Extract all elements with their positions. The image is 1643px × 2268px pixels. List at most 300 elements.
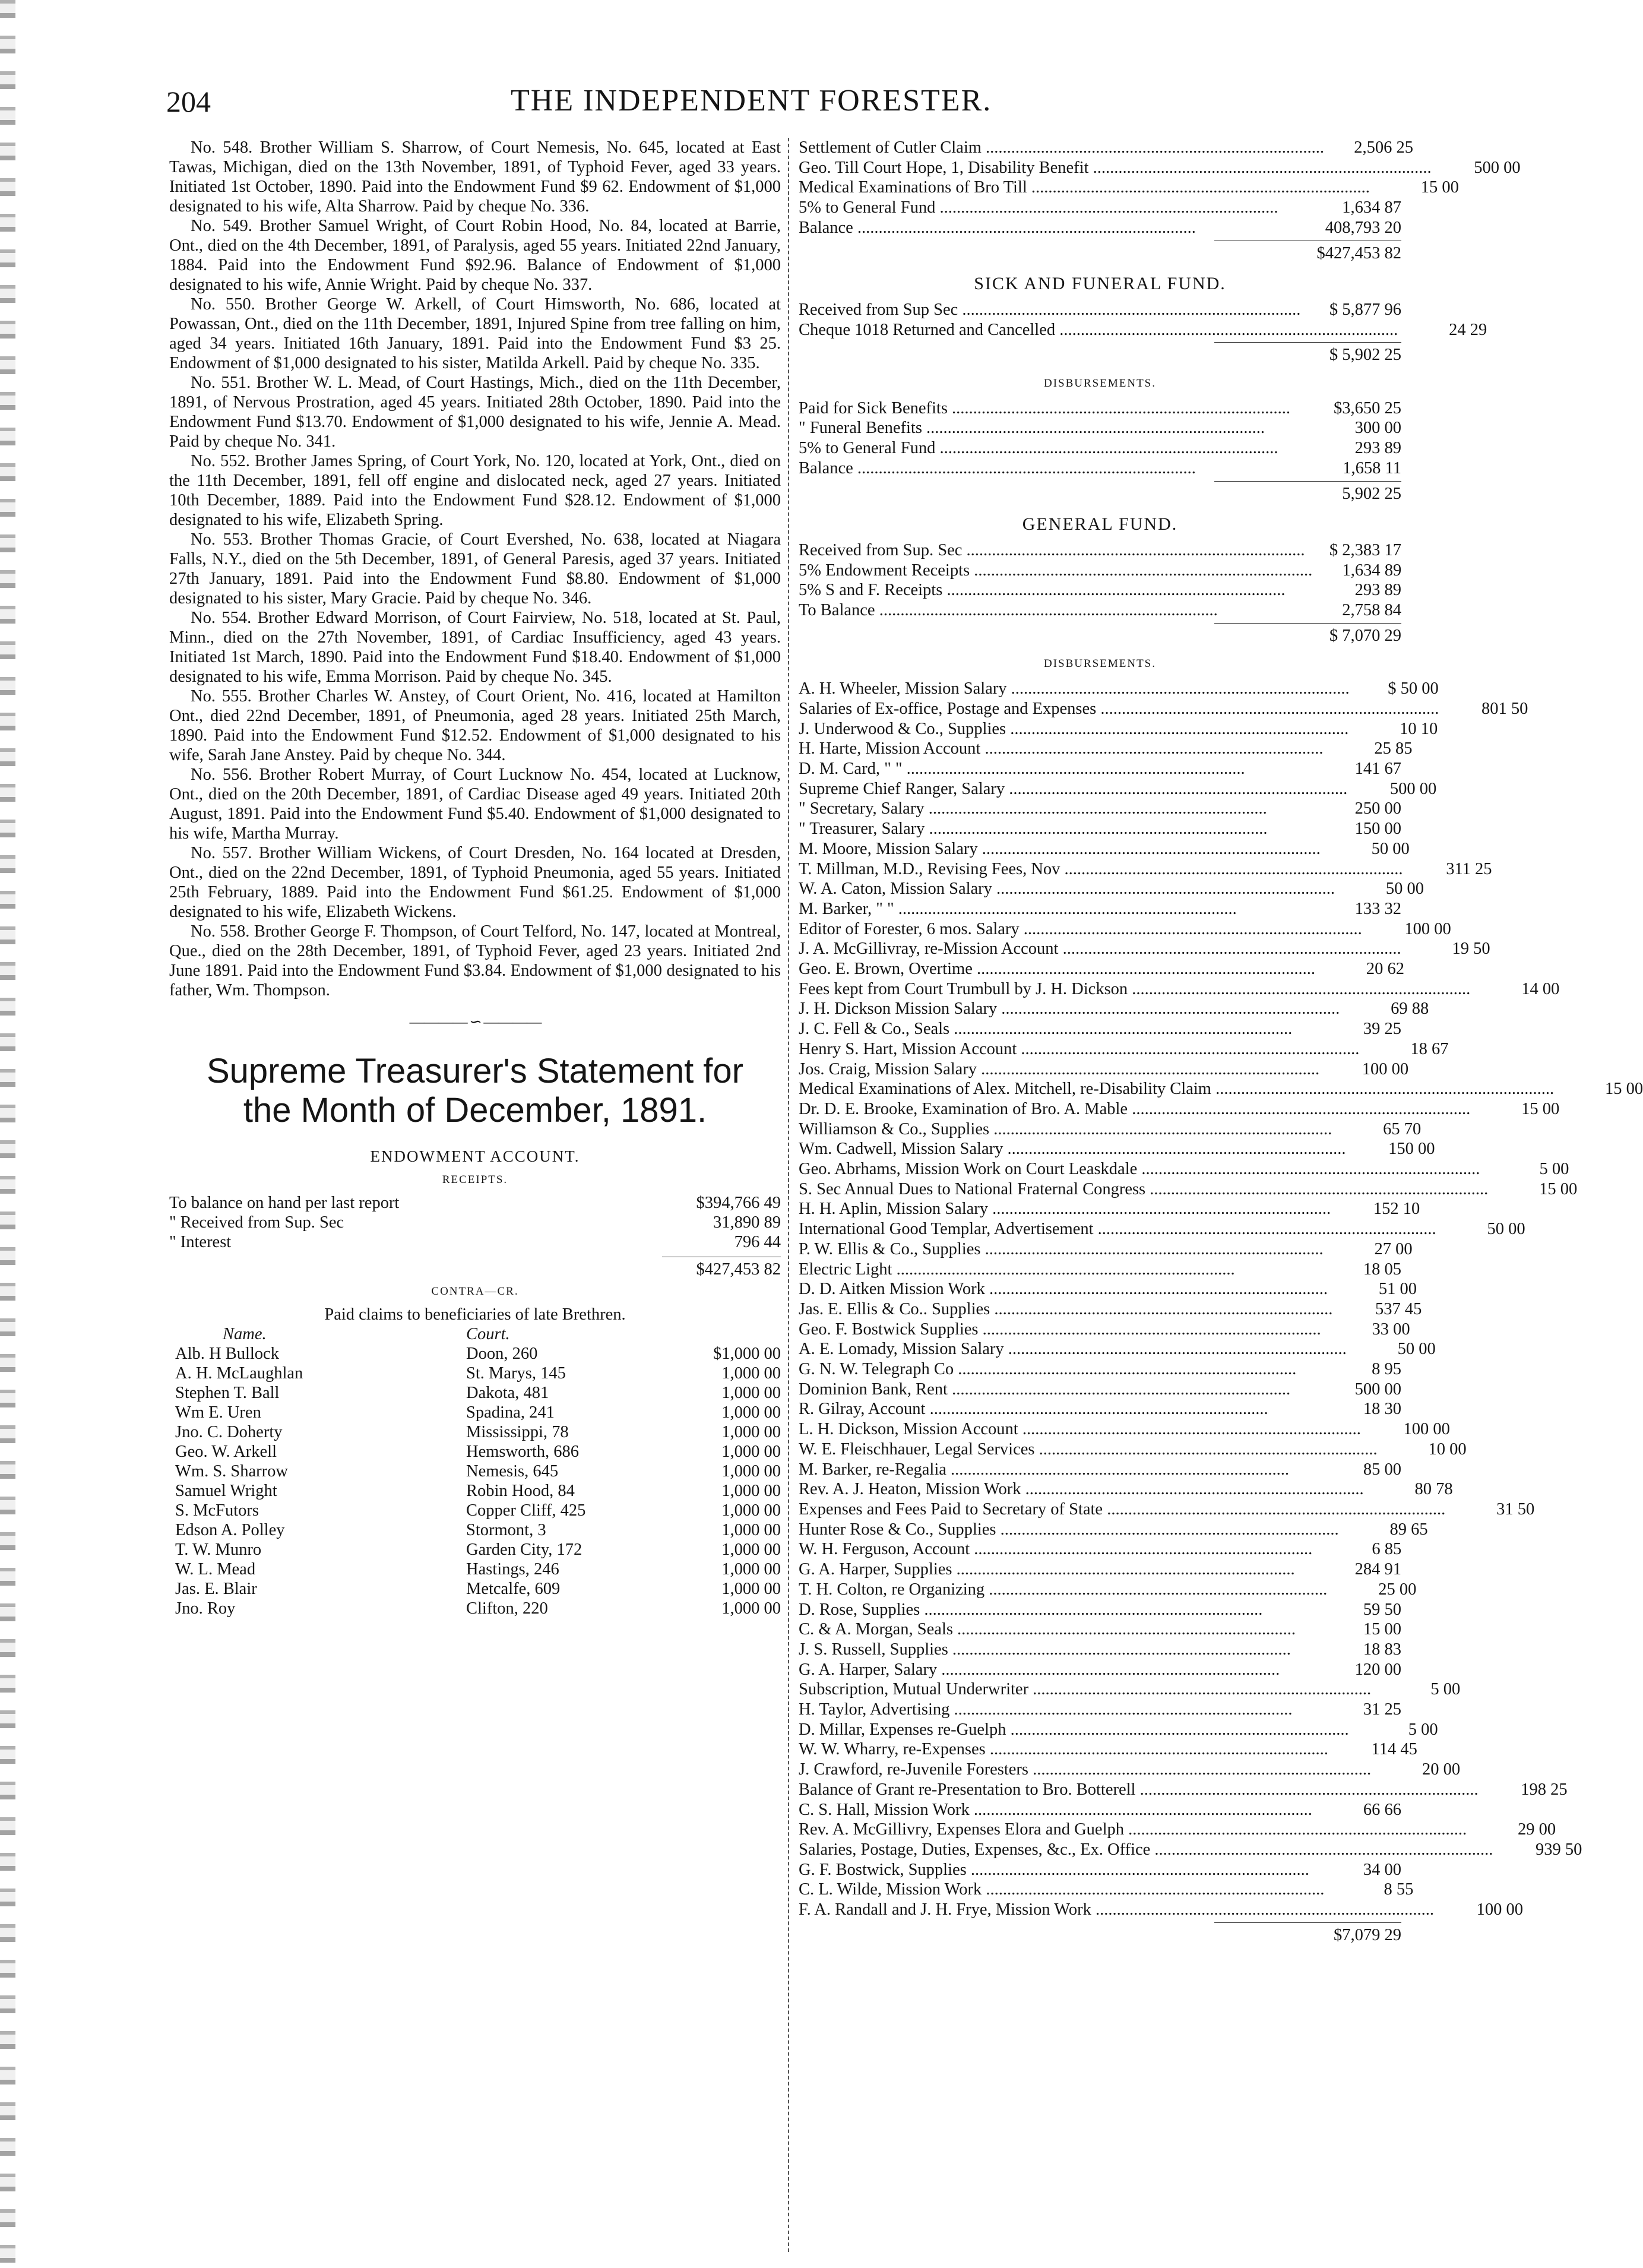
endowment-line — [799, 218, 1401, 238]
claim-row — [169, 1442, 781, 1462]
gf-disbursement-line — [799, 999, 1429, 1019]
gf-disbursement-line-label: International Good Templar, Advertisement ................................................................................ — [799, 1220, 1436, 1239]
sf-disbursement-line-label: 5% to General Fund ................................................................................ — [799, 439, 1278, 458]
gf-disbursement-line-amount: 114 45 — [1371, 1740, 1417, 1759]
gf-disbursement-line-label: H. H. Aplin, Mission Salary ................................................................................ — [799, 1200, 1331, 1219]
obituary-paragraph: No. 556. Brother Robert Murray, of Court Lucknow No. 454, located at Lucknow, Ont., died on the 20th December, 1891, of Cardiac Disease aged 49 years. Initiated 20th August, 1891. Paid into the Endowment Fund $5.40. Endowment of $1,000 designated to his wife, Martha Murray. — [169, 766, 781, 843]
sf-disbursement-line — [799, 418, 1401, 438]
gf-disbursement-line-label: Jos. Craig, Mission Salary ................................................................................ — [799, 1059, 1320, 1078]
gf-disbursement-line-amount: 20 62 — [1366, 960, 1404, 979]
gf-disbursement-line-amount: 59 50 — [1363, 1600, 1401, 1619]
claim-row — [169, 1540, 781, 1560]
claims-header — [169, 1324, 781, 1344]
gf-disbursement-line — [799, 1059, 1409, 1080]
endowment-line — [799, 178, 1459, 198]
gf-disbursement-line — [799, 719, 1438, 739]
receipt-row — [169, 1232, 781, 1252]
gf-disbursement-line-label: J. S. Russell, Supplies ................................................................................ — [799, 1640, 1291, 1659]
gf-disbursement-line-label: J. H. Dickson Mission Salary ................................................................................ — [799, 999, 1340, 1018]
gf-disbursement-line-amount: 69 88 — [1391, 999, 1429, 1018]
gf-disbursement-line — [799, 899, 1401, 919]
claim-court: Stormont, 3 — [466, 1521, 546, 1539]
gf-disbursement-line-amount: 65 70 — [1383, 1119, 1422, 1138]
gf-disbursement-line — [799, 1739, 1417, 1760]
gf-disbursement-line-label: D. Rose, Supplies ................................................................................ — [799, 1600, 1263, 1619]
sf-disbursement-line-label: Paid for Sick Benefits ................................................................................ — [799, 398, 1291, 417]
gf-disbursement-line-amount: 25 85 — [1374, 739, 1413, 758]
claim-amount: 1,000 00 — [721, 1364, 781, 1383]
gf-disbursement-line-label: Geo. E. Brown, Overtime ................................................................................ — [799, 960, 1315, 979]
gf-disbursement-line — [799, 879, 1424, 899]
claim-amount: 1,000 00 — [721, 1560, 781, 1579]
gf-disbursement-line-label: J. Crawford, re-Juvenile Foresters ................................................................................ — [799, 1760, 1372, 1779]
gf-disbursement-line-label: Supreme Chief Ranger, Salary ................................................................................ — [799, 779, 1348, 798]
claim-court: Doon, 260 — [466, 1345, 538, 1363]
gf-disbursement-line — [799, 939, 1490, 959]
gf-disbursement-line — [799, 779, 1437, 799]
obituary-paragraph: No. 553. Brother Thomas Gracie, of Court Evershed, No. 638, located at Niagara Falls, N.Y., died on the 5th December, 1891, of General Paresis, aged 37 years. Initiated 27th January, 1891. Paid into the Endowment Fund $8.80. Endowment of $1,000 designated to his sister, Mary Gracie. Paid by cheque No. 346. — [169, 530, 781, 608]
gf-disbursement-line-amount: 100 00 — [1403, 1420, 1450, 1439]
gf-disbursement-line — [799, 1019, 1401, 1039]
gf-disbursement-line-label: G. A. Harper, Supplies ................................................................................ — [799, 1560, 1295, 1579]
gf-disbursement-line — [799, 1679, 1461, 1700]
gf-disbursement-line-label: W. W. Wharry, re-Expenses ................................................................................ — [799, 1740, 1328, 1759]
gf-disbursement-line-amount: 34 00 — [1363, 1860, 1401, 1879]
gf-disbursement-line-label: Geo. Abrhams, Mission Work on Court Leaskdale ................................................................................ — [799, 1160, 1480, 1179]
gf-disbursement-line-label: W. E. Fleischhauer, Legal Services ................................................................................ — [799, 1440, 1378, 1459]
gf-disbursement-line — [799, 1299, 1422, 1320]
gf-disbursement-line — [799, 1079, 1643, 1099]
gf-disbursement-line — [799, 759, 1401, 779]
gf-disbursement-line — [799, 1119, 1422, 1140]
claim-name: W. L. Mead — [175, 1560, 256, 1579]
gf-disbursement-line-label: Editor of Forester, 6 mos. Salary ................................................................................ — [799, 919, 1362, 938]
obituary-paragraph: No. 554. Brother Edward Morrison, of Court Fairview, No. 518, located at St. Paul, Minn., died on the 27th November, 1891, of Cardiac Insufficiency, aged 43 years. Initiated 1st March, 1890. Paid into the Endowment Fund $18.40. Endowment of $1,000 designated to his wife, Emma Morrison. Paid by cheque No. 345. — [169, 609, 781, 686]
gf-disbursement-line — [799, 1479, 1453, 1500]
gf-disbursement-line-amount: 29 00 — [1518, 1820, 1556, 1839]
gf-receipt-line-label: Received from Sup. Sec ................................................................................ — [799, 540, 1305, 559]
left-column — [169, 138, 781, 2252]
page-number: 204 — [166, 85, 211, 118]
gf-disbursement-line — [799, 1600, 1401, 1620]
gf-disbursement-line-label: Williamson & Co., Supplies ................................................................................ — [799, 1119, 1332, 1138]
claims-caption: Paid claims to beneficiaries of late Brethren. — [324, 1305, 626, 1324]
claim-name: Samuel Wright — [175, 1482, 277, 1500]
gf-receipt-line — [799, 540, 1401, 561]
obituary-list — [169, 138, 781, 1000]
gf-receipt-line — [799, 580, 1401, 600]
gf-disbursement-line-label: Geo. F. Bostwick Supplies ................................................................................ — [799, 1320, 1321, 1339]
gf-receipt-line-label: 5% S and F. Receipts ................................................................................ — [799, 581, 1286, 600]
receipt-label: " Interest — [169, 1233, 232, 1251]
claim-name: A. H. McLaughlan — [175, 1364, 303, 1383]
endowment-line-label: Settlement of Cutler Claim ................................................................................ — [799, 138, 1325, 157]
claim-amount: 1,000 00 — [721, 1384, 781, 1402]
gf-disbursement-line — [799, 1279, 1417, 1299]
general-fund-receipts-total: $ 7,070 29 — [1214, 623, 1401, 646]
claim-court: Nemesis, 645 — [466, 1462, 559, 1481]
gf-disbursement-line-label: Jas. E. Ellis & Co.. Supplies ................................................................................ — [799, 1299, 1333, 1318]
gf-disbursement-line — [799, 1539, 1401, 1560]
gf-disbursement-line-amount: 5 00 — [1539, 1160, 1569, 1179]
gf-disbursement-line — [799, 1700, 1401, 1720]
gf-disbursement-line-label: T. Millman, M.D., Revising Fees, Nov ................................................................................ — [799, 859, 1403, 878]
claims-table — [169, 1344, 781, 1618]
gf-disbursement-line-amount: 150 00 — [1388, 1140, 1435, 1159]
claim-amount: 1,000 00 — [721, 1423, 781, 1441]
claim-court: Dakota, 481 — [466, 1384, 549, 1402]
gf-disbursement-line-amount: 15 00 — [1521, 1099, 1560, 1118]
general-fund-receipts — [799, 540, 1401, 621]
claim-court: Clifton, 220 — [466, 1599, 548, 1618]
general-fund-disbursements-total: $7,079 29 — [1214, 1922, 1401, 1946]
gf-disbursement-line-label: Fees kept from Court Trumbull by J. H. Dickson ................................................................................ — [799, 979, 1471, 998]
gf-disbursement-line-label: R. Gilray, Account ................................................................................ — [799, 1400, 1268, 1419]
claim-court: St. Marys, 145 — [466, 1364, 566, 1383]
claim-name: Alb. H Bullock — [175, 1345, 279, 1363]
gf-receipt-line-amount: $ 2,383 17 — [1329, 540, 1401, 559]
contra-title: CONTRA—CR. — [431, 1285, 519, 1298]
gf-disbursement-line-amount: $ 50 00 — [1388, 679, 1439, 698]
obituary-paragraph: No. 552. Brother James Spring, of Court York, No. 120, located at York, Ont., died on the 11th December, 1891, fell off engine and dislocated neck, aged 27 years. Initiated 10th December, 1889. Paid into the Endowment Fund $28.12. Endowment of $1,000 designated to his wife, Elizabeth Spring. — [169, 452, 781, 529]
gf-disbursement-line — [799, 1640, 1401, 1660]
gf-disbursement-line — [799, 1619, 1401, 1640]
gf-disbursement-line-amount: 537 45 — [1375, 1299, 1422, 1318]
claim-amount: 1,000 00 — [721, 1462, 781, 1481]
receipts-list — [169, 1193, 781, 1252]
claim-name: Wm E. Uren — [175, 1403, 261, 1422]
gf-disbursement-line — [799, 919, 1451, 940]
gf-disbursement-line-amount: 8 55 — [1384, 1880, 1414, 1899]
gf-disbursement-line-label: D. Millar, Expenses re-Guelph ................................................................................ — [799, 1720, 1349, 1739]
statement-heading-line1: Supreme Treasurer's Statement for — [206, 1052, 743, 1090]
gf-disbursement-line — [799, 1900, 1523, 1920]
gf-disbursement-line-label: D. M. Card, " " ................................................................................ — [799, 759, 1245, 778]
gf-disbursement-line — [799, 1820, 1556, 1840]
claims-col-court: Court. — [466, 1325, 510, 1343]
obituary-paragraph: No. 558. Brother George F. Thompson, of Court Telford, No. 147, located at Montreal, Que., died on the 28th December, 1891, of Typhoid Fever, aged 23 years. Initiated 2nd June 1891. Paid into the Endowment Fund $3.84. Endowment of $1,000 designated to his father, Wm. Thompson. — [169, 922, 781, 999]
receipt-amount: 796 44 — [734, 1233, 781, 1251]
claim-amount: 1,000 00 — [721, 1521, 781, 1539]
receipt-amount: 31,890 89 — [713, 1213, 781, 1232]
claim-amount: 1,000 00 — [721, 1501, 781, 1520]
gf-disbursement-line-amount: 15 00 — [1363, 1620, 1401, 1639]
endowment-line-amount: 1,634 87 — [1342, 198, 1401, 217]
endowment-account-title: ENDOWMENT ACCOUNT. — [370, 1147, 580, 1165]
right-column — [799, 138, 1643, 2264]
endowment-line — [799, 198, 1401, 218]
gf-disbursement-line-label: C. & A. Morgan, Seals ................................................................................ — [799, 1620, 1296, 1639]
receipt-label: " Received from Sup. Sec — [169, 1213, 344, 1232]
gf-disbursement-line — [799, 1099, 1560, 1119]
gf-disbursement-line-amount: 100 00 — [1476, 1900, 1523, 1919]
gf-disbursement-line-amount: 27 00 — [1374, 1239, 1413, 1258]
gf-disbursement-line-amount: 939 50 — [1536, 1840, 1582, 1859]
gf-disbursement-line — [799, 1399, 1401, 1419]
general-fund-disbursements-title: DISBURSEMENTS. — [1044, 657, 1156, 670]
gf-disbursement-line-amount: 31 25 — [1363, 1700, 1401, 1719]
gf-disbursement-line-label: J. C. Fell & Co., Seals ................................................................................ — [799, 1020, 1293, 1039]
gf-disbursement-line-amount: 39 25 — [1363, 1020, 1401, 1039]
claim-name: Edson A. Polley — [175, 1521, 285, 1539]
gf-disbursement-line-amount: 25 00 — [1378, 1580, 1417, 1599]
gf-disbursement-line-amount: 100 00 — [1362, 1059, 1409, 1078]
receipts-title: RECEIPTS. — [442, 1173, 508, 1186]
sick-funeral-title: SICK AND FUNERAL FUND. — [974, 274, 1226, 294]
gf-disbursement-line-label: Medical Examinations of Alex. Mitchell, re-Disability Claim ................................................................................ — [799, 1080, 1555, 1099]
gf-disbursement-line — [799, 1660, 1401, 1680]
gf-disbursement-line-amount: 66 66 — [1363, 1800, 1401, 1819]
receipt-amount: $394,766 49 — [696, 1194, 781, 1212]
gf-disbursement-line-amount: 19 50 — [1452, 940, 1490, 959]
gf-disbursement-line-label: Salaries of Ex-office, Postage and Expenses ................................................................................ — [799, 699, 1439, 718]
endowment-line — [799, 158, 1521, 178]
claim-court: Mississippi, 78 — [466, 1423, 569, 1441]
statement-heading — [169, 1052, 781, 1130]
claim-name: T. W. Munro — [175, 1541, 262, 1559]
gf-disbursement-line-label: H. Harte, Mission Account ................................................................................ — [799, 739, 1324, 758]
gf-disbursement-line — [799, 1219, 1525, 1239]
gf-disbursement-line-label: G. N. W. Telegraph Co ................................................................................ — [799, 1360, 1297, 1379]
endowment-continued-list — [799, 138, 1521, 238]
claim-name: S. McFutors — [175, 1501, 259, 1520]
obituary-paragraph: No. 555. Brother Charles W. Anstey, of Court Orient, No. 416, located at Hamilton Ont., died 22nd December, 1891, of Pneumonia, aged 28 years. Initiated 25th March, 1890. Paid into the Endowment Fund $12.52. Endowment of $1,000 designated to his wife, Sarah Jane Anstey. Paid by cheque No. 344. — [169, 687, 781, 764]
gf-receipt-line — [799, 600, 1401, 621]
gf-disbursement-line-amount: 150 00 — [1354, 820, 1401, 839]
obituary-paragraph: No. 549. Brother Samuel Wright, of Court Robin Hood, No. 84, located at Barrie, Ont., died on the 4th December, 1891, of Paralysis, aged 55 years. Initiated 22nd January, 1884. Paid into the Endowment Fund $92.96. Balance of Endowment of $1,000 designated to his wife, Annie Wright. Paid by cheque No. 337. — [169, 217, 781, 294]
claim-amount: 1,000 00 — [721, 1541, 781, 1559]
gf-disbursement-line-label: S. Sec Annual Dues to National Fraternal Congress ................................................................................ — [799, 1179, 1489, 1198]
gf-disbursement-line-amount: 500 00 — [1354, 1380, 1401, 1399]
claim-row — [169, 1520, 781, 1540]
claim-amount: 1,000 00 — [721, 1482, 781, 1500]
gf-disbursement-line-amount: 15 00 — [1539, 1179, 1578, 1198]
gf-disbursement-line — [799, 1159, 1569, 1179]
gf-disbursement-line — [799, 1860, 1401, 1880]
claim-court: Hemsworth, 686 — [466, 1443, 579, 1461]
sf-receipt-line — [799, 320, 1487, 340]
gf-disbursement-line-amount: 50 00 — [1385, 880, 1424, 899]
gf-disbursement-line-label: J. Underwood & Co., Supplies ................................................................................ — [799, 719, 1349, 738]
gf-disbursement-line-amount: 152 10 — [1373, 1200, 1420, 1219]
endowment-total: $427,453 82 — [1214, 241, 1401, 264]
sick-funeral-disbursements-total: 5,902 25 — [1214, 481, 1401, 504]
claim-row — [169, 1462, 781, 1481]
gf-disbursement-line-amount: 18 67 — [1410, 1039, 1449, 1058]
endowment-line-label: Geo. Till Court Hope, 1, Disability Benefit ................................................................................ — [799, 158, 1432, 177]
sf-receipt-line-amount: $ 5,877 96 — [1329, 300, 1401, 319]
gf-disbursement-line-label: Wm. Cadwell, Mission Salary ................................................................................ — [799, 1140, 1346, 1159]
gf-disbursement-line-amount: 15 00 — [1604, 1080, 1643, 1099]
gf-disbursement-line-label: H. Taylor, Advertising ................................................................................ — [799, 1700, 1293, 1719]
gf-disbursement-line — [799, 1800, 1401, 1820]
claim-name: Wm. S. Sharrow — [175, 1462, 288, 1481]
claim-court: Garden City, 172 — [466, 1541, 583, 1559]
gf-disbursement-line — [799, 1460, 1401, 1480]
gf-disbursement-line-amount: 5 00 — [1408, 1720, 1438, 1739]
endowment-line-amount: 2,506 25 — [1354, 138, 1414, 157]
sf-disbursement-line — [799, 438, 1401, 458]
gf-disbursement-line-amount: 311 25 — [1446, 859, 1492, 878]
gf-disbursement-line-amount: 18 30 — [1363, 1400, 1401, 1419]
gf-disbursement-line-amount: 50 00 — [1487, 1220, 1525, 1239]
claim-name: Jas. E. Blair — [175, 1580, 257, 1598]
gf-disbursement-line-amount: 100 00 — [1404, 919, 1451, 938]
endowment-line-label: Medical Examinations of Bro Till ................................................................................ — [799, 178, 1370, 197]
gf-disbursement-line-amount: 5 00 — [1430, 1680, 1461, 1699]
claim-amount: 1,000 00 — [721, 1580, 781, 1598]
gf-receipt-line-amount: 2,758 84 — [1342, 601, 1401, 620]
gf-disbursement-line-label: T. H. Colton, re Organizing ................................................................................ — [799, 1580, 1328, 1599]
claim-court: Hastings, 246 — [466, 1560, 559, 1579]
claim-court: Spadina, 241 — [466, 1403, 555, 1422]
claim-court: Metcalfe, 609 — [466, 1580, 561, 1598]
sf-receipt-line-label: Received from Sup Sec ................................................................................ — [799, 300, 1301, 319]
gf-disbursement-line — [799, 1760, 1461, 1780]
sf-disbursement-line-amount: 1,658 11 — [1343, 458, 1401, 477]
gf-disbursement-line-label: C. S. Hall, Mission Work ................................................................................ — [799, 1800, 1312, 1819]
gf-disbursement-line-amount: 85 00 — [1363, 1460, 1401, 1479]
gf-disbursement-line — [799, 679, 1439, 699]
gf-disbursement-line — [799, 839, 1410, 859]
claim-row — [169, 1481, 781, 1501]
gf-disbursement-line-amount: 801 50 — [1481, 699, 1528, 718]
sick-funeral-disbursements-title: DISBURSEMENTS. — [1044, 377, 1156, 390]
gf-disbursement-line — [799, 1720, 1438, 1740]
gf-disbursement-line-label: D. D. Aitken Mission Work ................................................................................ — [799, 1280, 1328, 1299]
gf-disbursement-line-amount: 80 78 — [1414, 1480, 1453, 1499]
claim-row — [169, 1383, 781, 1403]
receipts-total: $427,453 82 — [662, 1257, 781, 1279]
gf-disbursement-line — [799, 799, 1401, 819]
sf-disbursement-line — [799, 398, 1401, 419]
claim-amount: 1,000 00 — [721, 1599, 781, 1618]
gf-disbursement-line-label: A. E. Lomady, Mission Salary ................................................................................ — [799, 1340, 1347, 1359]
gf-disbursement-line-label: J. A. McGillivray, re-Mission Account ................................................................................ — [799, 940, 1401, 959]
journal-title: THE INDEPENDENT FORESTER. — [511, 84, 992, 118]
gf-disbursement-line-label: " Treasurer, Salary ................................................................................ — [799, 820, 1268, 839]
gf-disbursement-line-amount: 50 00 — [1371, 839, 1410, 858]
gf-disbursement-line — [799, 1560, 1401, 1580]
receipt-label: To balance on hand per last report — [169, 1194, 400, 1212]
gf-disbursement-line-label: L. H. Dickson, Mission Account ................................................................................ — [799, 1420, 1361, 1439]
gf-receipt-line — [799, 561, 1401, 581]
claim-amount: 1,000 00 — [721, 1443, 781, 1461]
gf-disbursement-line-amount: 284 91 — [1354, 1560, 1401, 1579]
claim-amount: 1,000 00 — [721, 1403, 781, 1422]
claims-col-name: Name. — [223, 1325, 267, 1343]
gf-disbursement-line-label: M. Moore, Mission Salary ................................................................................ — [799, 839, 1321, 858]
sick-funeral-disbursements — [799, 398, 1401, 479]
gf-disbursement-line — [799, 1840, 1582, 1860]
gf-receipt-line-label: 5% Endowment Receipts ................................................................................ — [799, 561, 1313, 580]
gf-disbursement-line — [799, 739, 1413, 759]
gf-disbursement-line-amount: 8 95 — [1372, 1360, 1401, 1379]
endowment-line-amount: 500 00 — [1474, 158, 1521, 177]
gf-disbursement-line-label: A. H. Wheeler, Mission Salary ................................................................................ — [799, 679, 1350, 698]
claim-name: Geo. W. Arkell — [175, 1443, 277, 1461]
gf-disbursement-line-label: Henry S. Hart, Mission Account ................................................................................ — [799, 1039, 1360, 1058]
gf-disbursement-line — [799, 1179, 1578, 1200]
gf-disbursement-line-label: G. A. Harper, Salary ................................................................................ — [799, 1660, 1280, 1679]
gf-disbursement-line — [799, 819, 1401, 839]
claim-court: Robin Hood, 84 — [466, 1482, 575, 1500]
gf-disbursement-line-amount: 31 50 — [1496, 1500, 1535, 1519]
gf-disbursement-line — [799, 1380, 1401, 1400]
claim-name: Jno. Roy — [175, 1599, 236, 1618]
gf-disbursement-line-label: Electric Light ................................................................................ — [799, 1260, 1235, 1279]
gf-disbursement-line-amount: 198 25 — [1521, 1780, 1568, 1799]
claim-row — [169, 1560, 781, 1579]
gf-disbursement-line-label: Dr. D. E. Brooke, Examination of Bro. A. Mable ................................................................................ — [799, 1099, 1471, 1118]
gf-disbursement-line — [799, 1339, 1436, 1359]
claim-row — [169, 1344, 781, 1364]
statement-heading-line2: the Month of December, 1891. — [243, 1091, 707, 1130]
obituary-paragraph: No. 548. Brother William S. Sharrow, of Court Nemesis, No. 645, located at East Tawas, Michigan, died on the 13th November, 1891, of Typhoid Fever, aged 33 years. Initiated 1st October, 1890. Paid into the Endowment Fund $9 62. Endowment of $1,000 designated to his wife, Alta Sharrow. Paid by cheque No. 336. — [169, 138, 781, 216]
gf-disbursement-line — [799, 1520, 1428, 1540]
gf-disbursement-line — [799, 1440, 1467, 1460]
gf-disbursement-line — [799, 959, 1404, 979]
gf-disbursement-line-amount: 51 00 — [1378, 1280, 1417, 1299]
gf-disbursement-line — [799, 979, 1560, 999]
claim-row — [169, 1422, 781, 1442]
section-rule: ———— ∽ ———— — [409, 1013, 541, 1030]
sf-receipt-line — [799, 300, 1401, 320]
gf-disbursement-line — [799, 1260, 1401, 1280]
gf-disbursement-line-amount: 10 00 — [1428, 1440, 1467, 1459]
claim-name: Jno. C. Doherty — [175, 1423, 283, 1441]
sf-disbursement-line-amount: $3,650 25 — [1334, 398, 1401, 417]
claim-row — [169, 1364, 781, 1383]
endowment-line-amount: 15 00 — [1420, 178, 1459, 197]
gf-disbursement-line-amount: 120 00 — [1354, 1660, 1401, 1679]
gf-disbursement-line-label: M. Barker, " " ................................................................................ — [799, 899, 1237, 918]
gf-disbursement-line-label: G. F. Bostwick, Supplies ................................................................................ — [799, 1860, 1309, 1879]
gf-disbursement-line-label: " Secretary, Salary ................................................................................ — [799, 799, 1267, 818]
gf-disbursement-line-amount: 6 85 — [1372, 1540, 1402, 1559]
gf-disbursement-line — [799, 1419, 1450, 1440]
claim-row — [169, 1403, 781, 1422]
gf-disbursement-line-label: F. A. Randall and J. H. Frye, Mission Work ................................................................................ — [799, 1900, 1434, 1919]
gf-disbursement-line-amount: 250 00 — [1354, 799, 1401, 818]
gf-disbursement-line-amount: 14 00 — [1521, 979, 1560, 998]
gf-disbursement-line — [799, 1500, 1535, 1520]
claim-row — [169, 1579, 781, 1599]
gf-disbursement-line-amount: 500 00 — [1389, 779, 1437, 798]
gf-disbursement-line — [799, 1039, 1449, 1059]
sf-receipt-line-amount: 24 29 — [1449, 320, 1487, 339]
gf-disbursement-line — [799, 699, 1528, 719]
gf-disbursement-line-amount: 133 32 — [1354, 899, 1401, 918]
gf-disbursement-line-amount: 18 83 — [1363, 1640, 1401, 1659]
gf-receipt-line-amount: 293 89 — [1354, 581, 1401, 600]
gf-receipt-line-label: To Balance ................................................................................ — [799, 601, 1218, 620]
sf-disbursement-line-amount: 293 89 — [1354, 439, 1401, 458]
claim-court: Copper Cliff, 425 — [466, 1501, 586, 1520]
gf-disbursement-line-amount: 10 10 — [1400, 719, 1438, 738]
gf-disbursement-line-amount: 33 00 — [1372, 1320, 1410, 1339]
gf-disbursement-line-amount: 141 67 — [1354, 759, 1401, 778]
gf-disbursement-line-amount: 18 05 — [1363, 1260, 1401, 1279]
gf-disbursement-line — [799, 1359, 1401, 1380]
page-header — [166, 76, 1093, 129]
gf-disbursement-line-label: Hunter Rose & Co., Supplies ................................................................................ — [799, 1520, 1339, 1539]
gf-disbursement-line — [799, 859, 1492, 880]
general-fund-disbursements — [799, 679, 1643, 1920]
endowment-line-amount: 408,793 20 — [1325, 218, 1401, 237]
sick-funeral-receipts-total: $ 5,902 25 — [1214, 342, 1401, 365]
gf-receipt-line-amount: 1,634 89 — [1342, 561, 1402, 580]
